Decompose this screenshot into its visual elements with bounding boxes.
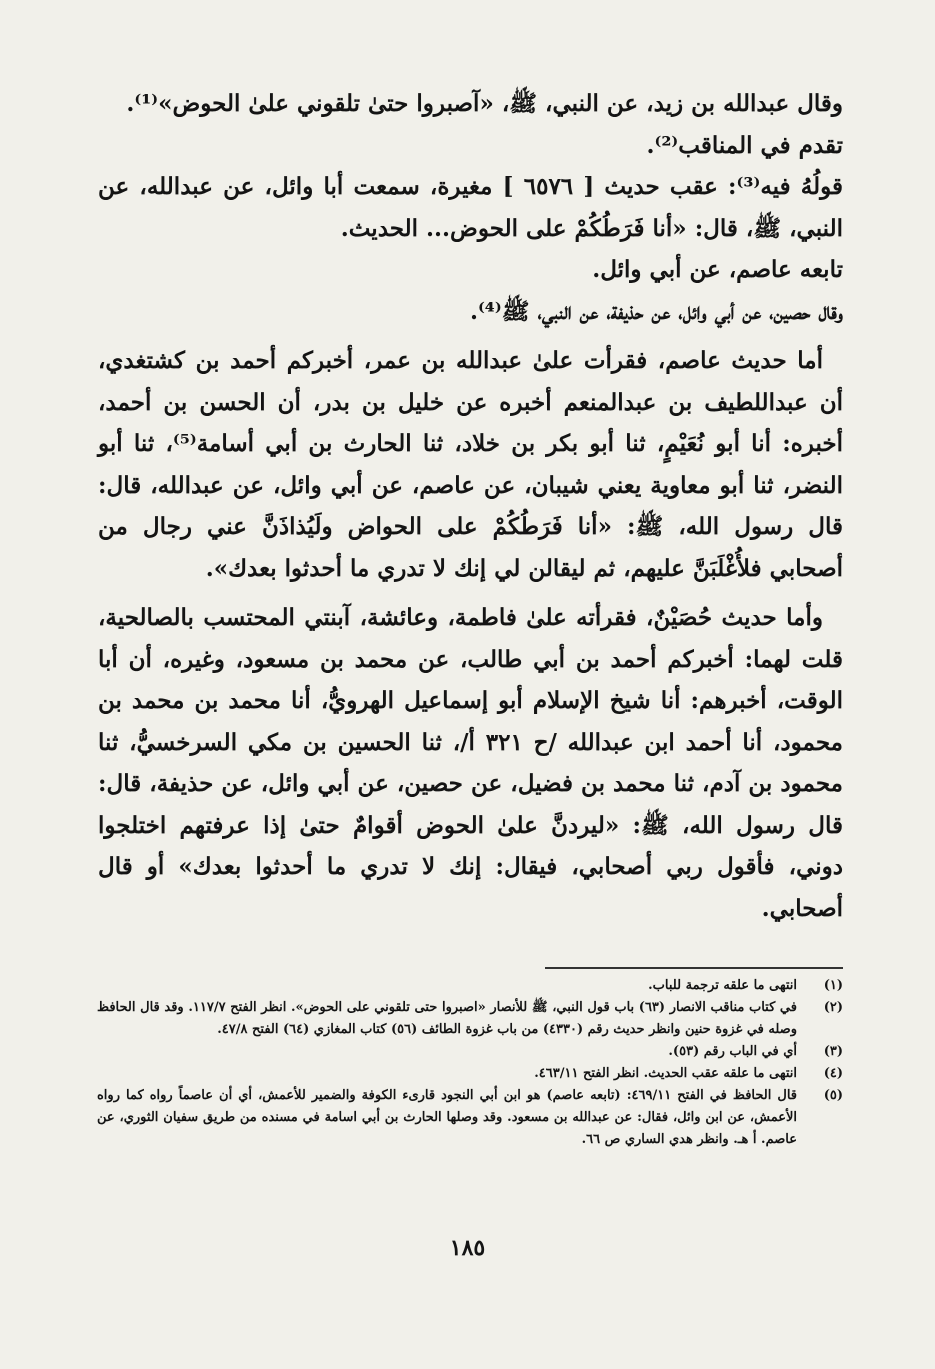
footnote-text: قال الحافظ في الفتح ٤٦٩/١١: (تابعه عاصم) هو ابن أبي النجود قارىء الكوفة والضمير للأعمش، أي أن عاصماً رواه كما رواه الأعمش، عن ابن وائل، فقال: عن عبدالله بن مسعود. وقد وصلها الحارث بن أبي اسامة في مسنده من طريق سفيان الثوري، عن عاصم. أ هـ. وانظر هدي الساري ص ٦٦.: [97, 1088, 797, 1147]
paragraph-4: تابعه عاصم، عن أبي وائل.: [592, 256, 843, 283]
footnote-item: [97, 997, 843, 1041]
footnote-number: (٥): [823, 1088, 843, 1103]
footnote-item: [97, 1063, 843, 1085]
footnote-number: (٢): [823, 1000, 843, 1015]
footnote-number: (٣): [823, 1044, 843, 1059]
footnote-text: في كتاب مناقب الانصار (٦٣) باب قول النبي، ﷺ للأنصار «اصبروا حتى تلقوني على الحوض». انظر الفتح ١١٧/٧. وقد قال الحافظ وصله في غزوة حنين وانظر حديث رقم (٤٣٣٠) من باب غزوة الطائف (٥٦) كتاب المغازي (٦٤) الفتح ٤٧/٨.: [97, 1000, 797, 1037]
footnote-item: [97, 1085, 843, 1151]
footnote-text: انتهى ما علقه عقب الحديث. انظر الفتح ٤٦٣/١١.: [534, 1066, 797, 1081]
paragraph-3: قولُهُ فيه⁽³⁾: عقب حديث [ ٦٥٧٦ ] مغيرة، سمعت أبا وائل، عن عبدالله، عن النبي، ﷺ، قال: «أنا فَرَطُكُمْ على الحوض... الحديث.: [98, 173, 843, 242]
main-text: [98, 83, 843, 929]
paragraph-6: أما حديث عاصم، فقرأت علىٰ عبدالله بن عمر، أخبركم أحمد بن كشتغدي، أن عبداللطيف بن عبدالمنعم أخبره عن خليل بن بدر، أن الحسن بن أحمد، أخبره: أنا أبو نُعَيْمٍ، ثنا أبو بكر بن خلاد، ثنا الحارث بن أبي أسامة⁽⁵⁾، ثنا أبو النضر، ثنا أبو معاوية يعني شيبان، عن عاصم، عن أبي وائل، عن عبدالله، قال: قال رسول الله، ﷺ: «أنا فَرَطُكُمْ على الحواض ولَيُذاذَنَّ عني رجال من أصحابي فلأُغْلَبَنَّ عليهم، ثم ليقالن لي إنك لا تدري ما أحدثوا بعدك».: [98, 347, 843, 582]
footnote-item: [97, 975, 843, 997]
paragraph-5: وقال حصين، عن أبي وائل، عن حذيفة، عن النبي، ﷺ⁽⁴⁾.: [469, 297, 843, 325]
footnote-text: انتهى ما علقه ترجمة للباب.: [648, 978, 797, 993]
paragraph-1: وقال عبدالله بن زيد، عن النبي، ﷺ، «آصبروا حتىٰ تلقوني علىٰ الحوض»⁽¹⁾.: [126, 90, 843, 117]
footnote-divider: [545, 967, 843, 969]
footnote-number: (١): [823, 978, 843, 993]
footnote-text: أي في الباب رقم (٥٣).: [668, 1044, 797, 1059]
footnotes: [97, 975, 843, 1151]
footnote-item: [97, 1041, 843, 1063]
paragraph-7: وأما حديث حُصَيْنٌ، فقرأته علىٰ فاطمة، وعائشة، آبنتي المحتسب بالصالحية، قلت لهما: أخبركم أحمد بن أبي طالب، عن محمد بن مسعود، وغيره، أن أبا الوقت، أخبرهم: أنا شيخ الإسلام أبو إسماعيل الهرويُّ، أنا محمد بن محمد بن محمود، أنا أحمد ابن عبدالله /ح ٣٢١ أ/، ثنا الحسين بن مكي السرخسيُّ، ثنا محمود بن آدم، ثنا محمد بن فضيل، عن حصين، عن أبي وائل، عن حذيفة، قال: قال رسول الله، ﷺ: «ليردنَّ علىٰ الحوض أقوامٌ حتىٰ إذا عرفتهم اختلجوا دوني، فأقول ربي أصحابي، فيقال: إنك لا تدري ما أحدثوا بعدك» أو قال أصحابي.: [98, 604, 843, 922]
page-number: ١٨٥: [449, 1235, 486, 1261]
paragraph-2: تقدم في المناقب⁽²⁾.: [646, 131, 843, 159]
footnote-number: (٤): [823, 1066, 843, 1081]
